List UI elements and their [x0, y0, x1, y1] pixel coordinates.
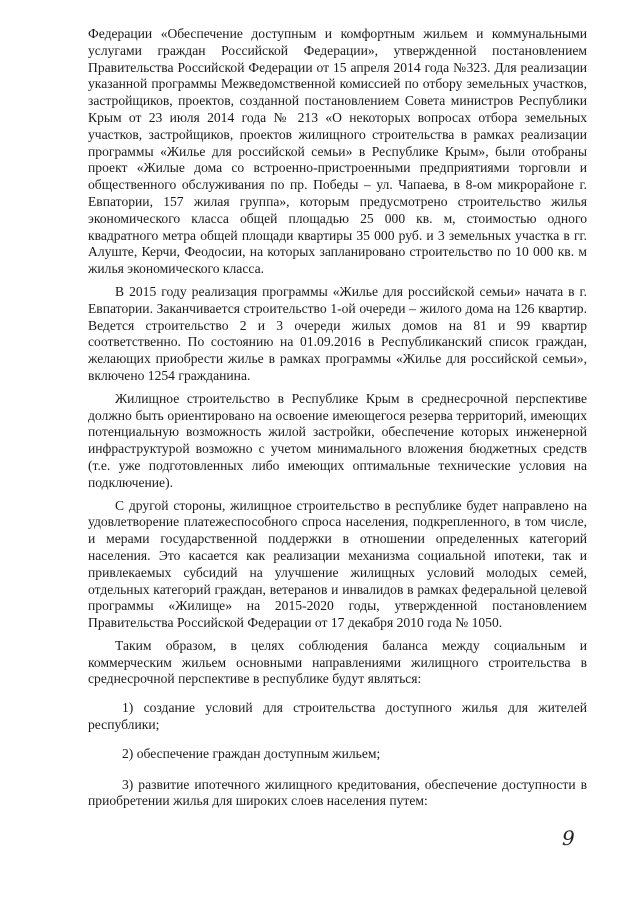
list-item-1: 1) создание условий для строительства доступного жилья для жителей республики; [88, 700, 587, 733]
document-body [88, 26, 587, 810]
list-item-2: 2) обеспечение граждан доступным жильем; [122, 745, 381, 761]
paragraph-state-support: С другой стороны, жилищное строительство в республике будет направлено на удовлетворение платежеспособного спроса населения, подкрепленного, в том числе, и мерами государственной поддержки в отношении определенных категорий населения. Это касается как реализации механизма социальной ипотеки, так и привлекаемых субсидий на улучшение жилищных условий молодых семей, отдельных категорий граждан, ветеранов и инвалидов в рамках федеральной целевой программы «Жилище» на 2015-2020 годы, утвержденной постановлением Правительства Российской Федерации от 17 декабря 2010 года № 1050. [88, 497, 587, 631]
paragraph-program-continuation: Федерации «Обеспечение доступным и комфортным жильем и коммунальными услугами граждан Российской Федерации», утвержденной постановлением Правительства Российской Федерации от 15 апреля 2014 года №323. Для реализации указанной программы Межведомственной комиссией по отбору земельных участков, застройщиков, проектов, созданной постановлением Совета министров Республики Крым от 23 июля 2014 года № 213 «О некоторых вопросах отбора земельных участков, застройщиков, проектов жилищного строительства в рамках реализации программы «Жилье для российской семьи» в Республике Крым», были отобраны проект «Жилые дома со встроенно-пристроенными предприятиями торговли и общественного обслуживания по пр. Победы – ул. Чапаева, в 8-ом микрорайоне г. Евпатории, 157 жилая группа», которым предусмотрено строительство жилья экономического класса общей площадью 25 000 кв. м, стоимостью одного квадратного метра общей площади квартиры 35 000 руб. и 3 земельных участка в гг. Алуште, Керчи, Феодосии, на которых запланировано строительство по 10 000 кв. м жилья экономического класса. [88, 26, 587, 277]
list-item-3: 3) развитие ипотечного жилищного кредитования, обеспечение доступности в приобретении жилья для широких слоев населения путем: [88, 776, 587, 809]
page-number: 9 [562, 826, 575, 850]
paragraph-conclusion: Таким образом, в целях соблюдения баланса между социальным и коммерческим жильем основными направлениями жилищного строительства в среднесрочной перспективе в республике будут являться: [88, 637, 587, 687]
paragraph-housing-perspective: Жилищное строительство в Республике Крым в среднесрочной перспективе должно быть ориентировано на освоение имеющегося резерва территорий, имеющих потенциальную возможность жилой застройки, обеспечение которых инженерной инфраструктурой возможно с учетом минимального вложения бюджетных средств (т.е. уже подготовленных либо имеющих оптимальные технические условия на подключение). [88, 390, 587, 490]
paragraph-evpatoria-2015: В 2015 году реализация программы «Жилье для российской семьи» начата в г. Евпатории. Заканчивается строительство 1-ой очереди – жилого дома на 126 квартир. Ведется строительство 2 и 3 очереди жилых домов на 81 и 99 квартир соответственно. По состоянию на 01.09.2016 в Республиканский список граждан, желающих приобрести жилье в рамках программы «Жилье для российской семьи», включено 1254 гражданина. [88, 283, 587, 383]
